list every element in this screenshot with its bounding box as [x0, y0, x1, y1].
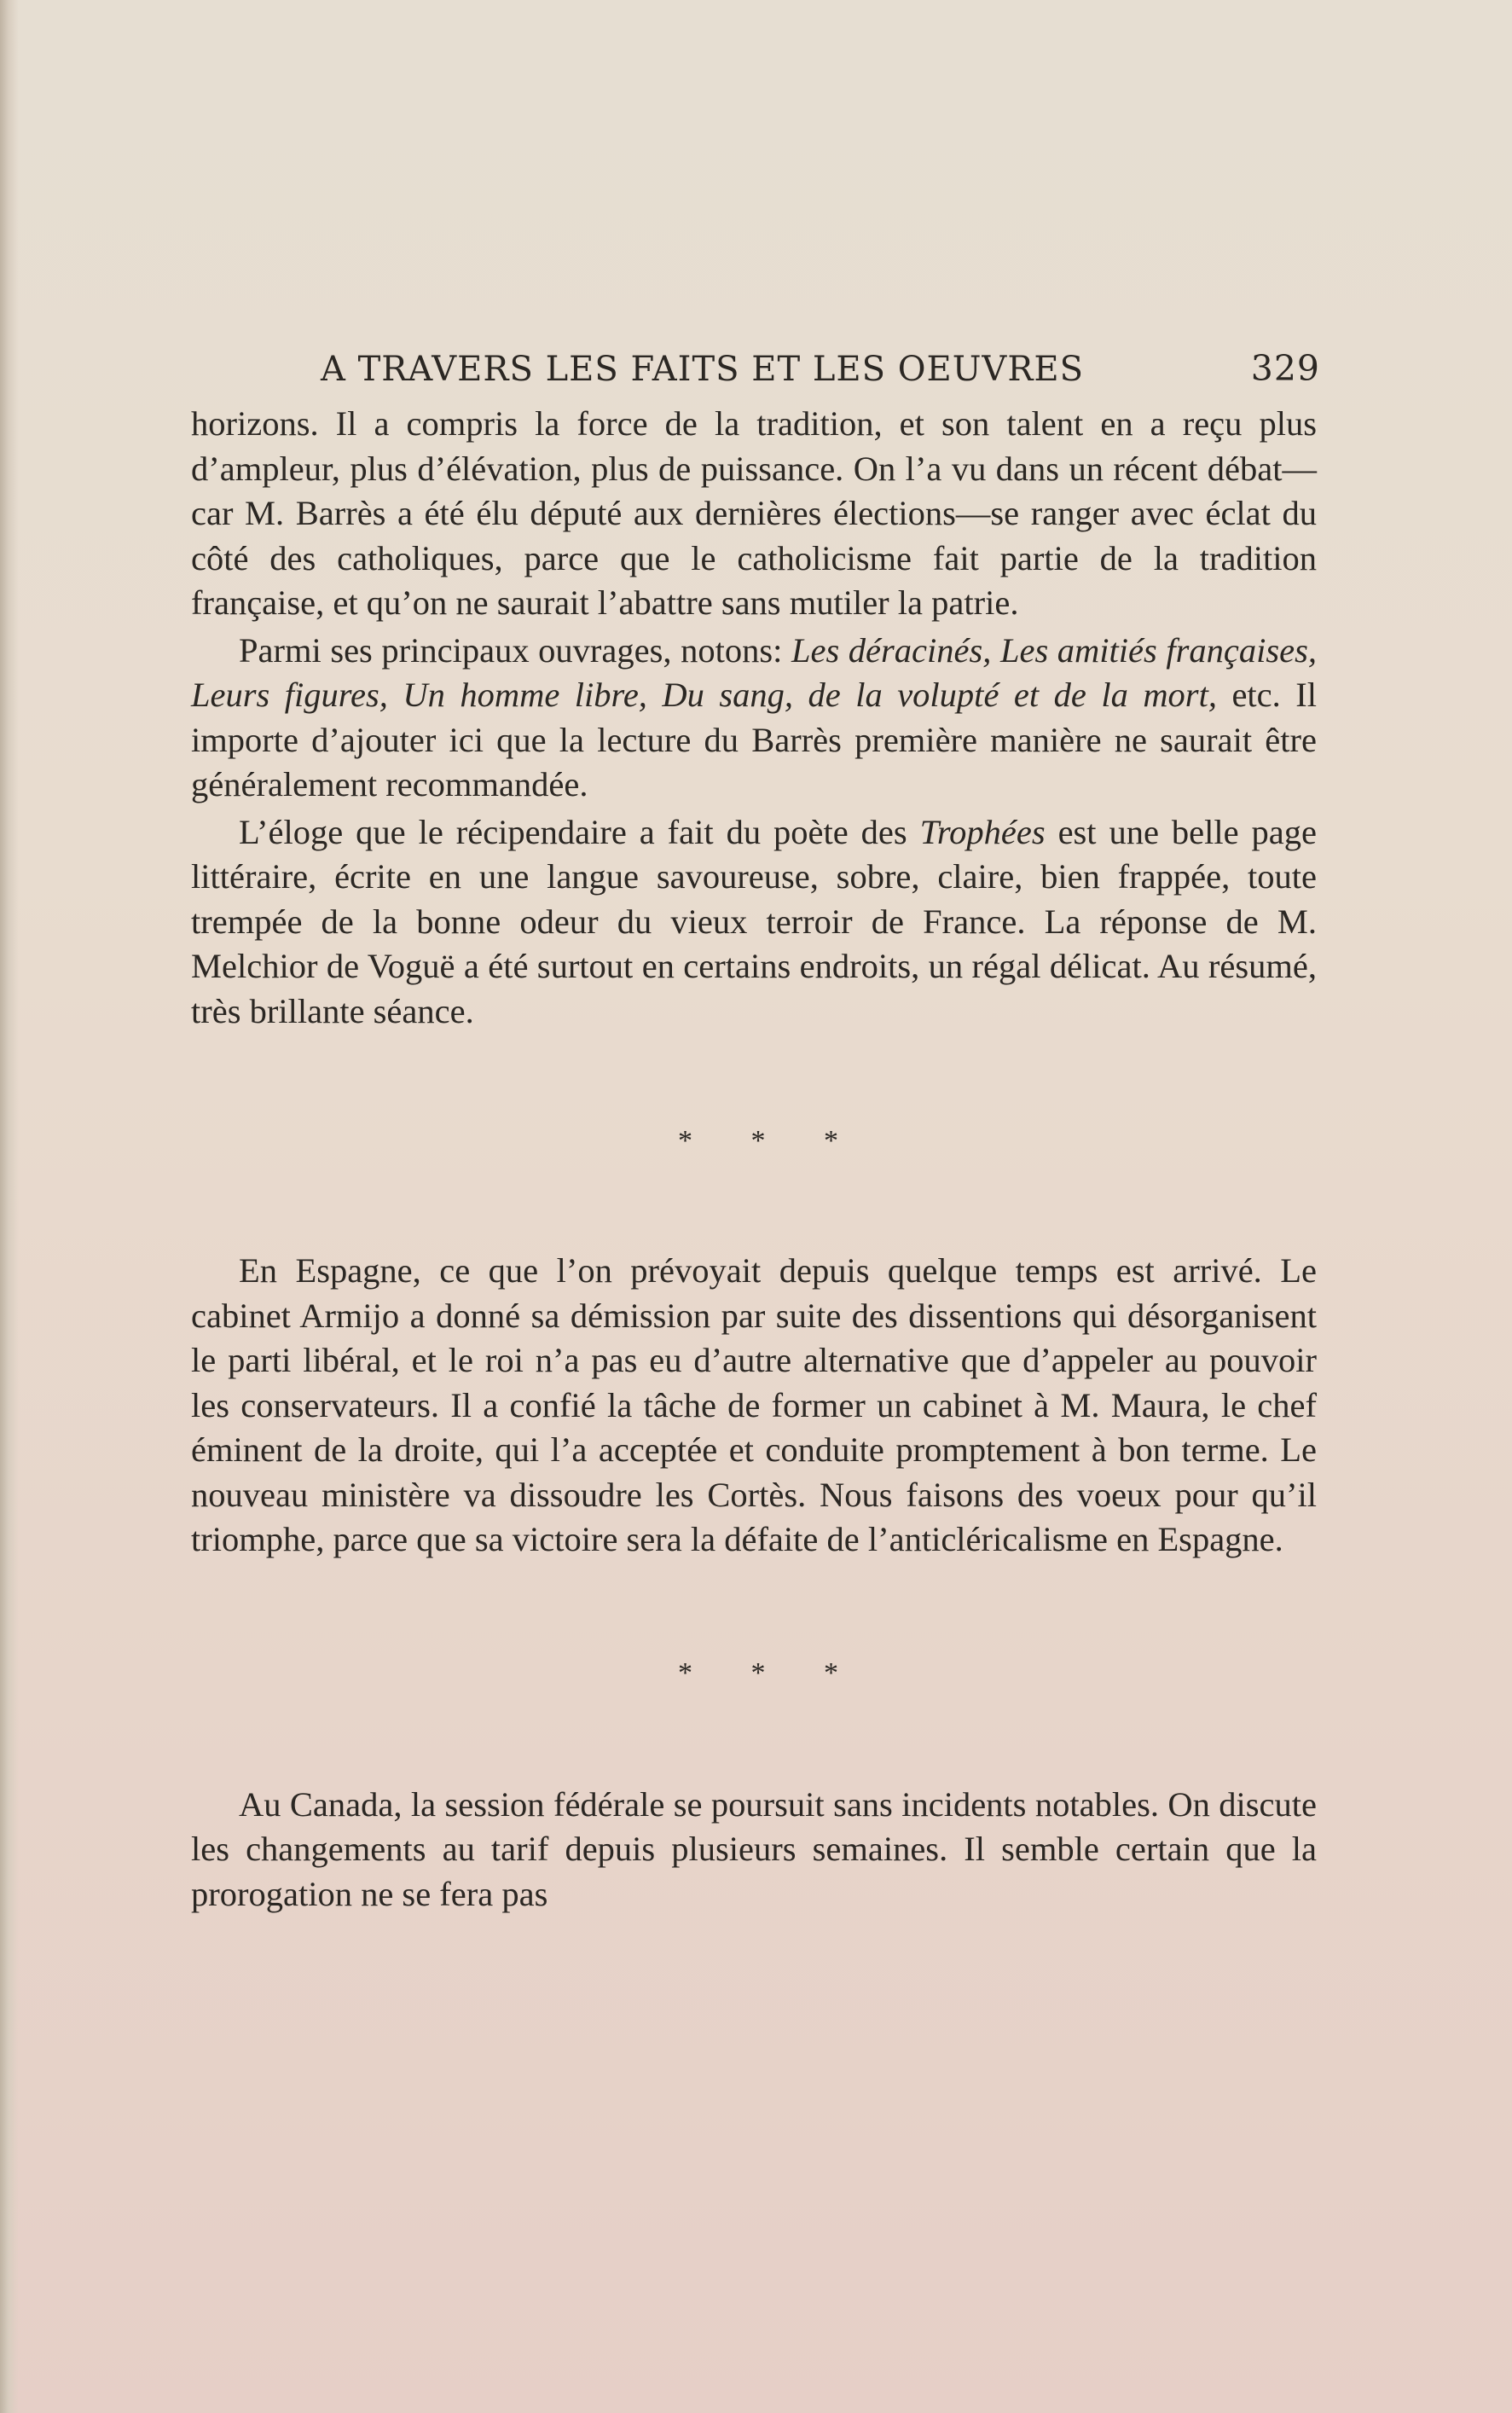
section-separator: * * *: [678, 1656, 864, 1689]
paragraph-espagne: En Espagne, ce que l’on prévoyait depuis quelque temps est arrivé. Le cabinet Armijo a donné sa démission par suite des dissentions qui désorganisent le parti libéral, et le roi n’a pas eu d’autre alternative que d’appeler au pouvoir les conservateurs. Il a confié la tâche de former un cabinet à M. Maura, le chef éminent de la droite, qui l’a acceptée et conduite promptement à bon terme. Le nouveau ministère va dissoudre les Cortès. Nous faisons des voeux pour qu’il triomphe, parce que sa victoire sera la défaite de l’anticléricalisme en Espagne.: [191, 1251, 1317, 1558]
page-number: 329: [1250, 348, 1320, 389]
book-page: [191, 348, 1320, 1917]
paragraph-works-titles: Les déracinés, Les amitiés françaises, Leurs figures, Un homme libre, Du sang, de la volupté et de la mort,: [191, 630, 1317, 714]
paragraph-canada: Au Canada, la session fédérale se poursuit sans incidents notables. On discute les changements au tarif depuis plusieurs semaines. Il semble certain que la prorogation ne se fera pas: [191, 1784, 1317, 1913]
paragraph-eloge-title: Trophées: [919, 812, 1046, 851]
body-text: [191, 402, 1317, 1917]
running-head: [321, 348, 1320, 399]
page-binding-edge: [0, 0, 19, 2413]
paragraph-eloge-rest: est une belle page littéraire, écrite en une langue savoureuse, sobre, claire, bien frappée, toute trempée de la bonne odeur du vieux terroir de France. La réponse de M. Melchior de Voguë a été surtout en certains endroits, un régal délicat. Au résumé, très brillante séance.: [191, 812, 1317, 1030]
paragraph-works: [191, 629, 1317, 808]
paragraph-works-lead: Parmi ses principaux ouvrages, notons:: [239, 630, 791, 670]
paragraph-works-rest: etc. Il importe d’ajouter ici que la lecture du Barrès première manière ne saurait être généralement recommandée.: [191, 676, 1317, 803]
section-separator: * * *: [678, 1125, 864, 1157]
paragraph-eloge: [191, 810, 1317, 1035]
paragraph-horizons: horizons. Il a compris la force de la tradition, et son talent en a reçu plus d’ampleur, plus d’élévation, plus de puissance. On l’a vu dans un récent débat—car M. Barrès a été élu député aux dernières élections—se ranger avec éclat du côté des catholiques, parce que le catholicisme fait partie de la tradition française, et qu’on ne saurait l’abattre sans mutiler la patrie.: [191, 404, 1317, 622]
running-title: A TRAVERS LES FAITS ET LES OEUVRES: [321, 350, 1085, 389]
paragraph-eloge-lead: L’éloge que le récipendaire a fait du poète des: [239, 812, 920, 851]
